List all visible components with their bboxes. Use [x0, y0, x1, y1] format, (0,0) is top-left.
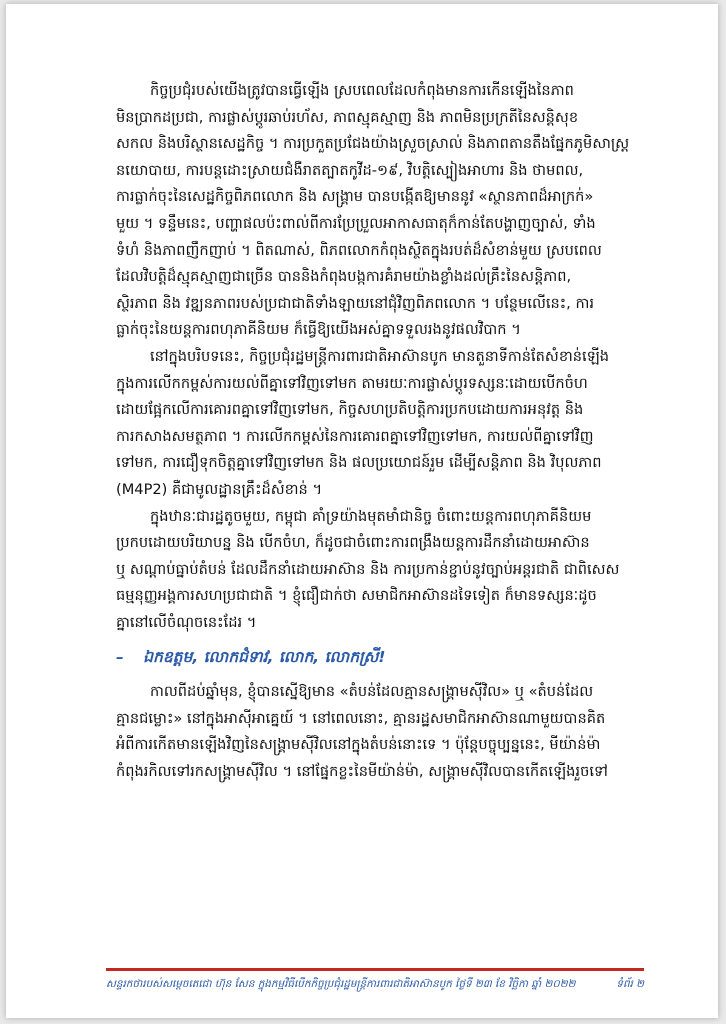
footer-caption: សន្ទរកថារបស់សម្តេចតេជោ ហ៊ុន សែន ក្នុងកម្មវិធីបើកកិច្ចប្រជុំរដ្ឋមន្ត្រីការពារជាតិអាស៊ានបូក ថ្ងៃទី ២៣ ខែ វិច្ឆិកា ឆ្នាំ ២០២២	[106, 978, 576, 990]
text-line: ទៅមក, ការជឿទុកចិត្តគ្នាទៅវិញទៅមក និង ផលប្រយោជន៍រួម ដើម្បីសន្តិភាព និង វិបុលភាព	[116, 454, 602, 472]
text-line: ដោយផ្អែកលើការគោរពគ្នាទៅវិញទៅមក, កិច្ចសហប្រតិបត្តិការប្រកបដោយការអនុវត្ត និង	[116, 401, 584, 419]
text-line: ក្នុងការលើកកម្ពស់ការយល់ពីគ្នាទៅវិញទៅមក តាមរយៈការផ្លាស់ប្តូរទស្សនៈដោយបើកចំហ	[116, 374, 588, 392]
text-line: ទំហំ និងភាពញឹកញាប់ ។ ពិតណាស់, ពិភពលោកកំពុងស្ថិតក្នុងរបត់ដ៏សំខាន់មួយ ស្របពេល	[116, 241, 602, 259]
text-line: នៅក្នុងបរិបទនេះ, កិច្ចប្រជុំរដ្ឋមន្ត្រីការពារជាតិអាស៊ានបូក មានតួនាទីកាន់តែសំខាន់ឡើង	[150, 347, 610, 365]
page-footer	[106, 978, 644, 993]
heading-dash: –	[116, 648, 124, 667]
text-line: ដែលវិបត្តិដ៏ស្មុគស្មាញជាច្រើន បាននិងកំពុងបង្កការគំរាមយ៉ាងខ្លាំងដល់គ្រឹះនៃសន្តិភាព,	[116, 268, 572, 286]
text-line: ការកសាងសមត្ថភាព ។ ការលើកកម្ពស់នៃការគោរពគ្នាទៅវិញទៅមក, ការយល់ពីគ្នាទៅវិញ	[116, 427, 594, 445]
text-line: (M4P2) គឺជាមូលដ្ឋានគ្រឹះដ៏សំខាន់ ។	[116, 480, 323, 498]
paragraph-3	[116, 504, 640, 637]
salutation-heading	[116, 644, 640, 671]
text-line: ស្ថិរភាព និង វឌ្ឍនភាពរបស់ប្រជាជាតិទាំងឡាយនៅជុំវិញពិភពលោក ។ បន្ថែមលើនេះ, ការ	[116, 294, 594, 312]
text-line: ប្រកបដោយបរិយាបន្ន និង បើកចំហ, ក៏ដូចជាចំពោះការពង្រឹងយន្តការដឹកនាំដោយអាស៊ាន	[116, 534, 590, 552]
text-line: ធ្លាក់ចុះនៃយន្តការពហុភាគីនិយម ក៏ធ្វើឱ្យយើងអស់គ្នាទទួលរងនូវផលវិបាក ។	[116, 321, 521, 339]
text-line: មិនប្រាកដប្រជា, ការផ្លាស់ប្តូរឆាប់រហ័ស, ភាពស្មុគស្មាញ និង ភាពមិនប្រក្រតីនៃសន្តិសុខ	[116, 108, 579, 126]
text-line: គ្មានជម្លោះ» នៅក្នុងអាស៊ីអាគ្នេយ៍ ។ នៅពេលនោះ, គ្មានរដ្ឋសមាជិកអាស៊ានណាមួយបានគិត	[116, 709, 606, 727]
text-line: កាលពីដប់ឆ្នាំមុន, ខ្ញុំបានស្នើឱ្យមាន «តំបន់ដែលគ្មានសង្គ្រាមស៊ីវិល» ឬ «តំបន់ដែល	[150, 683, 594, 701]
paragraph-2	[116, 344, 640, 504]
document-body	[116, 78, 640, 785]
text-line: ធម្មនុញ្ញអង្គការសហប្រជាជាតិ ។ ខ្ញុំជឿជាក់ថា សមាជិកអាស៊ានដទៃទៀត ក៏មានទស្សនៈដូច	[116, 587, 597, 605]
text-line: កំពុងរកិលទៅរកសង្គ្រាមស៊ីវិល ។ នៅផ្នែកខ្លះនៃមីយ៉ាន់ម៉ា, សង្គ្រាមស៊ីវិលបានកើតឡើងរួចទៅ	[116, 762, 608, 780]
document-page	[6, 4, 718, 1018]
paragraph-4	[116, 679, 640, 785]
text-line: គ្នានៅលើចំណុចនេះដែរ ។	[116, 613, 257, 631]
text-line: ក្នុងឋានៈជារដ្ឋតូចមួយ, កម្ពុជា គាំទ្រយ៉ាងមុតមាំជានិច្ច ចំពោះយន្តការពហុភាគីនិយម	[150, 507, 592, 525]
page-number: ទំព័រ ២	[616, 978, 644, 990]
text-line: សកល និងបរិស្ថានសេដ្ឋកិច្ច ។ ការប្រកួតប្រជែងយ៉ាងស្រួចស្រាល់ និងភាពតានតឹងផ្នែកភូមិសាស្ត្រ	[116, 135, 630, 153]
text-line: ឬ សណ្តាប់ធ្នាប់តំបន់ ដែលដឹកនាំដោយអាស៊ាន និង ការប្រកាន់ខ្ជាប់នូវច្បាប់អន្តរជាតិ ជាពិសេស	[116, 560, 620, 578]
heading-text: ឯកឧត្តម, លោកជំទាវ, លោក, លោកស្រី!	[143, 648, 386, 667]
text-line: មួយ ។ ទន្ទឹមនេះ, បញ្ហាផលប៉ះពាល់ពីការប្រែប្រួលអាកាសធាតុក៏កាន់តែបង្ហាញច្បាស់, ទាំង	[116, 214, 596, 232]
text-line: នយោបាយ, ការបន្តដោះស្រាយជំងឺរាតត្បាតកូវីដ-១៩, វិបត្តិស្បៀងអាហារ និង ថាមពល,	[116, 161, 584, 179]
text-line: ការធ្លាក់ចុះនៃសេដ្ឋកិច្ចពិភពលោក និង សង្គ្រាម បានបង្កើតឱ្យមាននូវ «ស្ថានភាពដ៏អាក្រក់»	[116, 188, 594, 206]
footer-divider	[106, 968, 644, 971]
text-line: អំពីការកើតមានឡើងវិញនៃសង្គ្រាមស៊ីវិលនៅក្នុងតំបន់នោះទេ ។ ប៉ុន្តែបច្ចុប្បន្ននេះ, មីយ៉ាន់ម៉ា	[116, 736, 601, 754]
text-line: កិច្ចប្រជុំរបស់យើងត្រូវបានធ្វើឡើង ស្របពេលដែលកំពុងមានការកើនឡើងនៃភាព	[150, 82, 574, 99]
paragraph-1	[116, 78, 640, 344]
